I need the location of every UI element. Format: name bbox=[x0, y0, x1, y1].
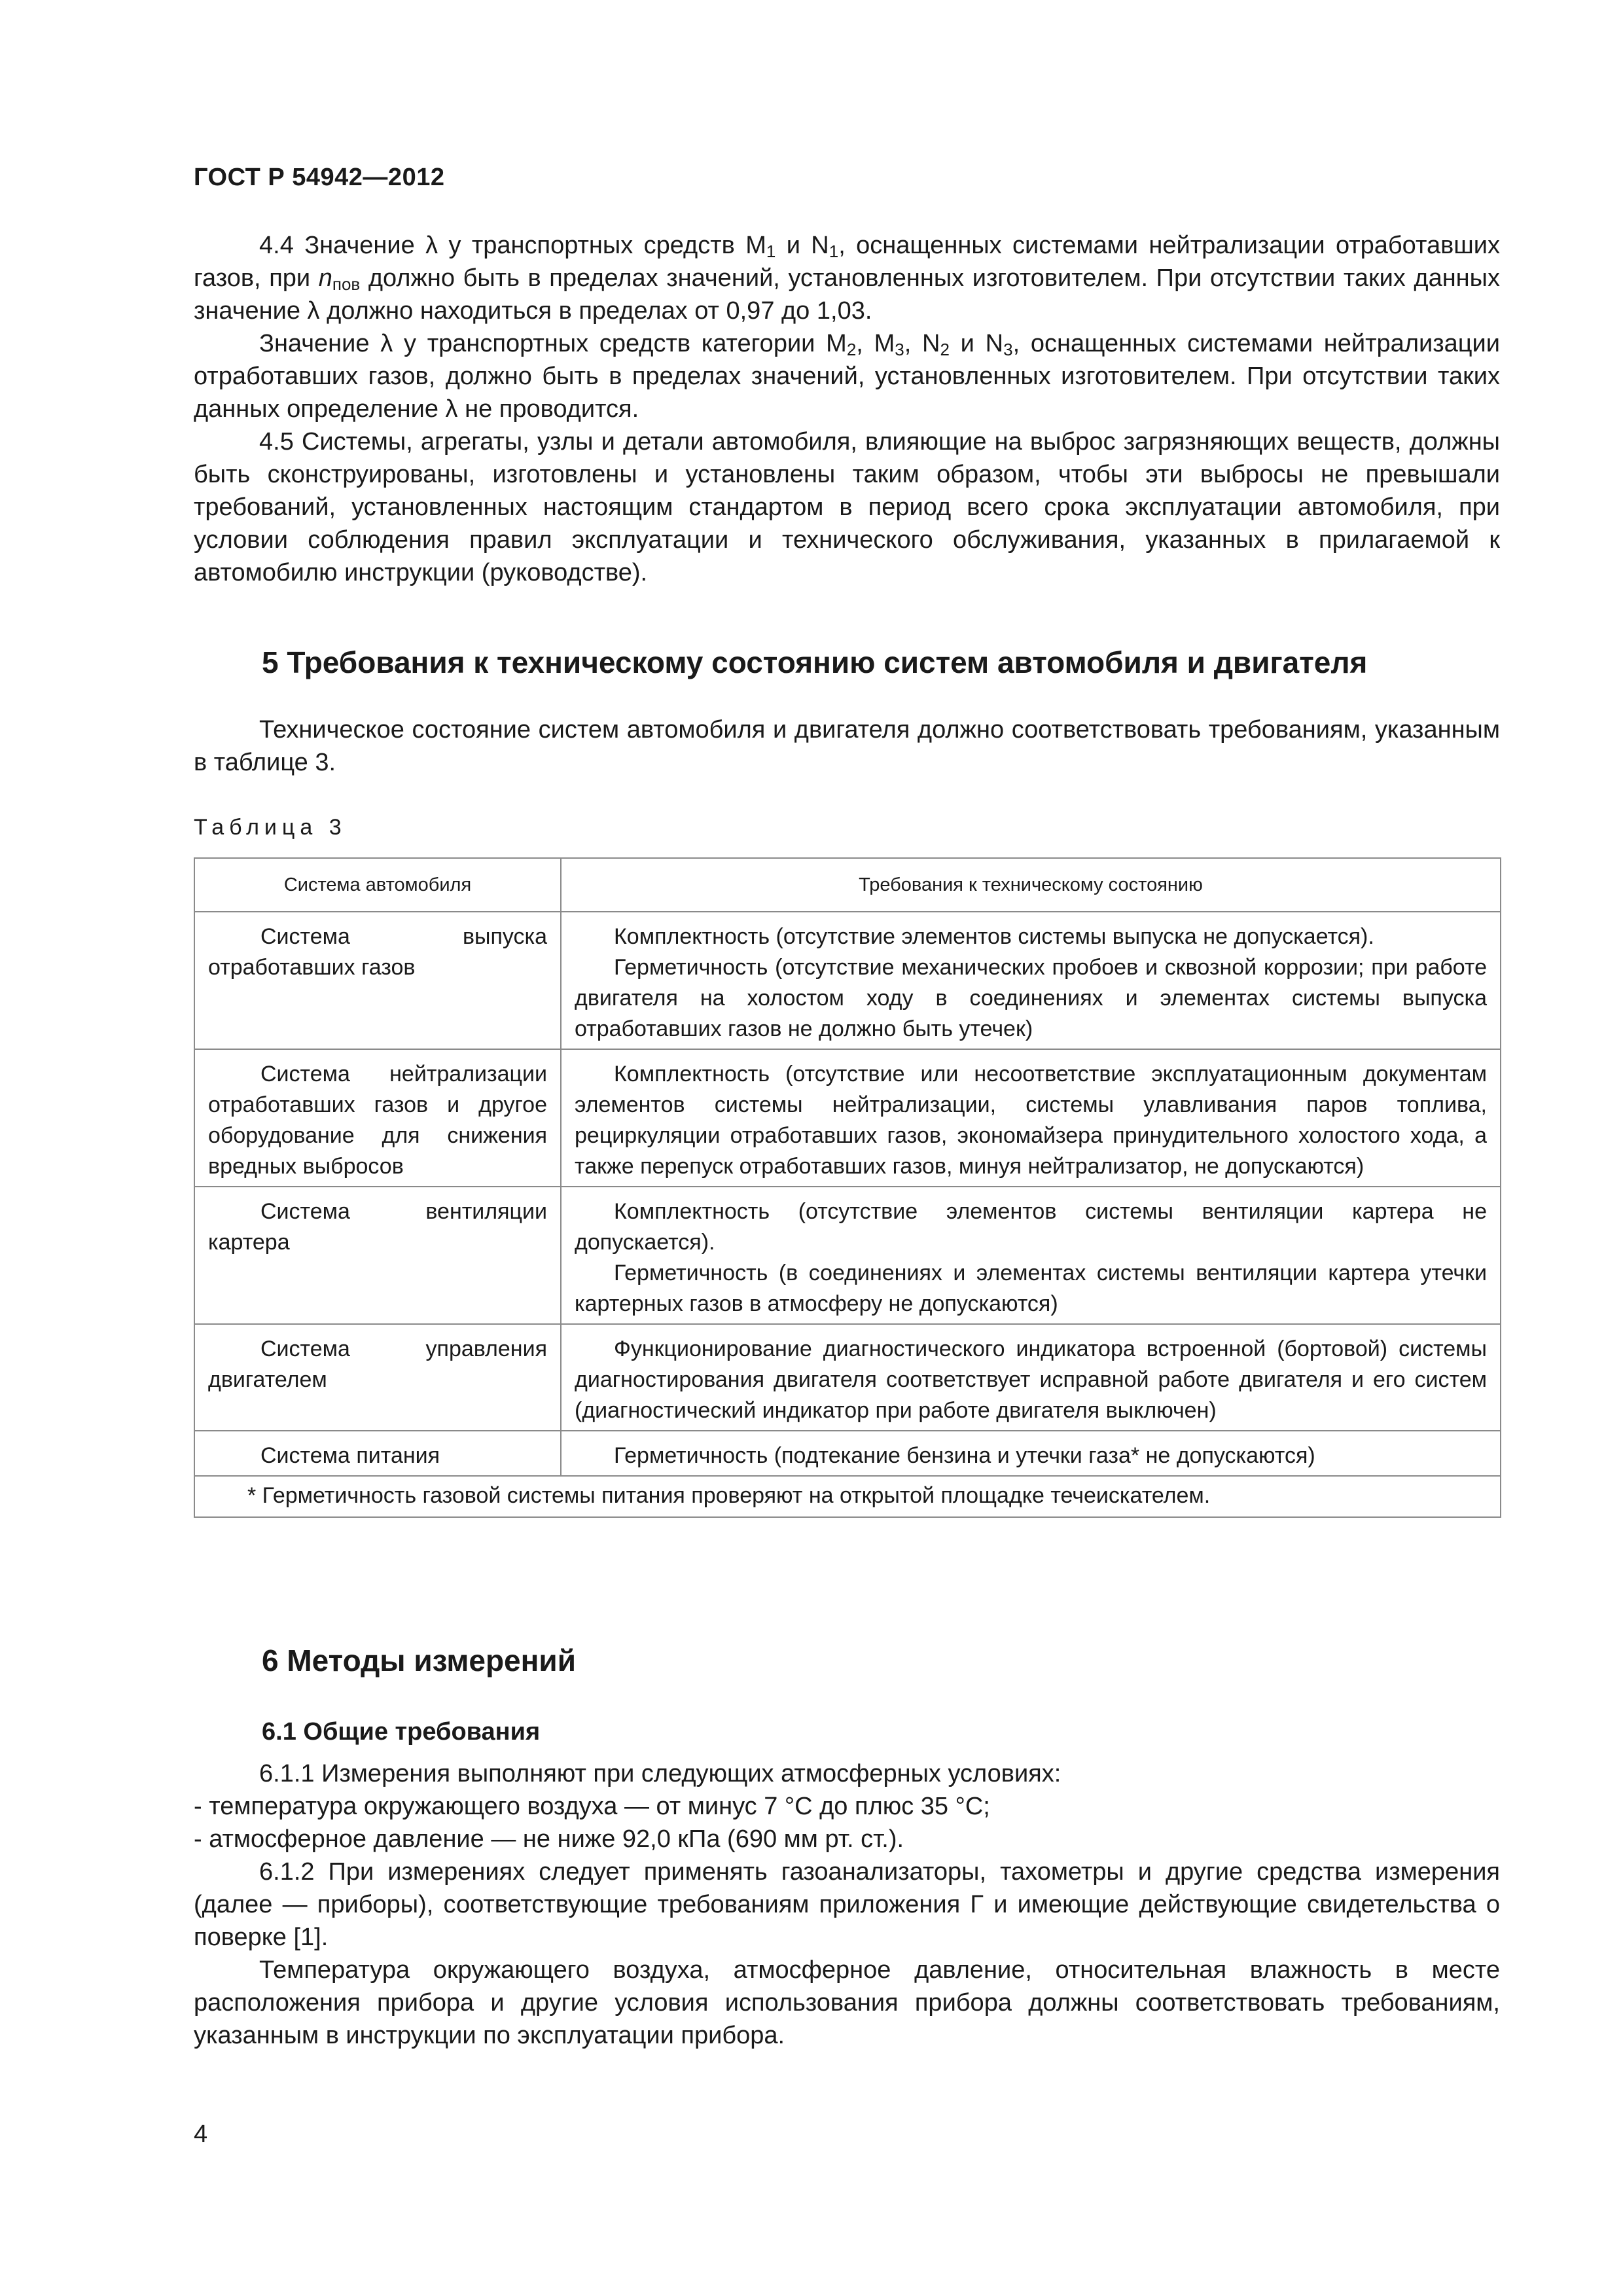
section-6-text bbox=[194, 1757, 1500, 2052]
table-header-requirements: Требования к техническому состоянию bbox=[561, 858, 1501, 912]
list-item: - атмосферное давление — не ниже 92,0 кПа (690 мм рт. ст.). bbox=[194, 1825, 904, 1853]
document-header: ГОСТ Р 54942—2012 bbox=[194, 164, 445, 191]
paragraph-conditions: Температура окружающего воздуха, атмосферное давление, относительная влажность в месте расположения прибора и другие условия использования прибора должны соответствовать требованиям, указанным в инструкции по эксплуатации прибора. bbox=[194, 1956, 1500, 2049]
table-row: Система выпуска отработавших газов Комплектность (отсутствие элементов системы выпуска не допускается). Герметичность (отсутствие механических пробоев и сквозной коррозии; при работе двигателя на холостом ходу в соединениях и элементах системы выпуска отработавших газов не должно быть утечек) bbox=[194, 912, 1501, 1049]
table-header-system: Система автомобиля bbox=[194, 858, 561, 912]
requirements-table bbox=[194, 857, 1501, 1518]
paragraph-6-1-1: 6.1.1 Измерения выполняют при следующих атмосферных условиях: bbox=[259, 1760, 1061, 1787]
subsection-6-1-heading: 6.1 Общие требования bbox=[262, 1718, 541, 1746]
section-5-intro: Техническое состояние систем автомобиля и двигателя должно соответствовать требованиям, указанным в таблице 3. bbox=[194, 716, 1500, 776]
table-row: Система вентиляции картера Комплектность (отсутствие элементов системы вентиляции картера не допускается). Герметичность (в соединениях и элементах системы вентиляции картера утечки картерных газов в атмосферу не допускаются) bbox=[194, 1187, 1501, 1324]
list-item: - температура окружающего воздуха — от минус 7 °С до плюс 35 °С; bbox=[194, 1793, 990, 1820]
table-footnote: * Герметичность газовой системы питания проверяют на открытой площадке течеискателем. bbox=[194, 1476, 1501, 1517]
table-row: Система управления двигателем Функционирование диагностического индикатора встроенной (бортовой) системы диагностирования двигателя соответствует исправной работе двигателя и его систем (диагностический индикатор при работе двигателя выключен) bbox=[194, 1324, 1501, 1431]
paragraph-4-5: 4.5 Системы, агрегаты, узлы и детали автомобиля, влияющие на выброс загрязняющих веществ, должны быть сконструированы, изготовлены и установлены таким образом, чтобы эти выбросы не превышали требований, установленных настоящим стандартом в период всего срока эксплуатации автомобиля, при условии соблюдения правил эксплуатации и технического обслуживания, указанных в прилагаемой к автомобилю инструкции (руководстве). bbox=[194, 428, 1500, 586]
section-6-heading: 6 Методы измерений bbox=[262, 1643, 576, 1677]
paragraph-4-4: 4.4 Значение λ у транспортных средств $M_1$ и $N_1$, оснащенных системами нейтрализации отработавших газов, при $n_{пов}$ должно быть в пределах значений, установленных изготовителем. При отсутствии таких данных значение λ должно находиться в пределах от 0,97 до 1,03. bbox=[194, 232, 1500, 325]
table-row: Система нейтрализации отработавших газов и другое оборудование для снижения вредных выбросов Комплектность (отсутствие или несоответствие эксплуатационным документам элементов системы нейтрализации, системы улавливания паров топлива, рециркуляции отработавших газов, экономайзера принудительного холостого хода, а также перепуск отработавших газов, минуя нейтрализатор, не допускаются) bbox=[194, 1049, 1501, 1187]
table-row: Система питания Герметичность (подтекание бензина и утечки газа* не допускаются) bbox=[194, 1431, 1501, 1476]
table-caption: Таблица 3 bbox=[194, 815, 347, 840]
section-4-text bbox=[194, 229, 1500, 589]
section-5-heading: 5 Требования к техническому состоянию систем автомобиля и двигателя bbox=[262, 645, 1368, 679]
paragraph-lambda-categories: Значение λ у транспортных средств категории $M_2$, $M_3$, $N_2$ и $N_3$, оснащенных системами нейтрализации отработавших газов, должно быть в пределах значений, установленных изготовителем. При отсутствии таких данных определение λ не проводится. bbox=[194, 330, 1500, 423]
page-number: 4 bbox=[194, 2121, 208, 2148]
table-footnote-row bbox=[194, 1476, 1501, 1517]
paragraph-6-1-2: 6.1.2 При измерениях следует применять газоанализаторы, тахометры и другие средства измерения (далее — приборы), соответствующие требованиям приложения Г и имеющие действующие свидетельства о поверке [1]. bbox=[194, 1858, 1500, 1951]
